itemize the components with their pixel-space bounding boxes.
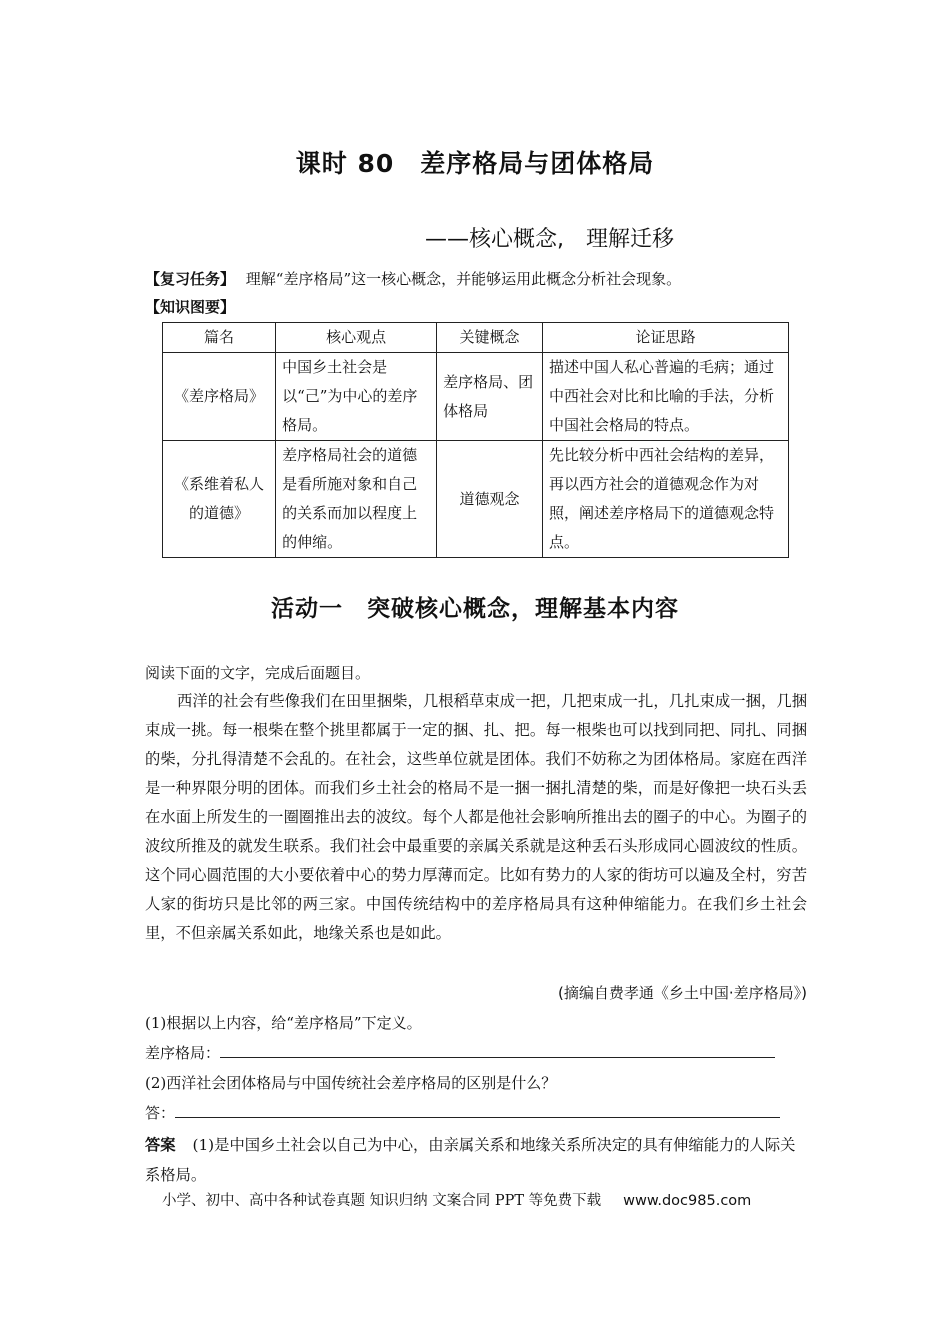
question-1: (1)根据以上内容，给“差序格局”下定义。: [145, 1014, 422, 1032]
passage-source: (摘编自费孝通《乡土中国·差序格局》): [558, 984, 807, 1002]
table-header: 篇名: [163, 323, 276, 353]
page-subtitle: ——核心概念, 理解迁移: [425, 227, 674, 252]
footer-site-link[interactable]: www.doc985.com: [623, 1193, 752, 1209]
answer-block: [145, 1130, 807, 1190]
footer: [162, 1189, 751, 1210]
table-cell: 道德观念: [437, 441, 543, 558]
knowledge-table: [162, 322, 789, 558]
question-2-label: 答：: [145, 1104, 176, 1122]
question-1-answer-row: [145, 1042, 775, 1063]
footer-text: 小学、初中、高中各种试卷真题 知识归纳 文案合同 PPT 等免费下载: [162, 1193, 602, 1209]
table-header-row: [163, 323, 789, 353]
answer-text: (1)是中国乡土社会以自己为中心，由亲属关系和地缘关系所决定的具有伸缩能力的人际关系格局。: [145, 1136, 796, 1184]
table-header: 关键概念: [437, 323, 543, 353]
reading-passage: 西洋的社会有些像我们在田里捆柴，几根稻草束成一把，几把束成一扎，几扎束成一捆，几捆束成一挑。每一根柴在整个挑里都属于一定的捆、扎、把。每一根柴也可以找到同把、同扎、同捆的柴，分扎得清楚不会乱的。在社会，这些单位就是团体。我们不妨称之为团体格局。家庭在西洋是一种界限分明的团体。而我们乡土社会的格局不是一捆一捆扎清楚的柴，而是好像把一块石头丢在水面上所发生的一圈圈推出去的波纹。每个人都是他社会影响所推出去的圈子的中心。为圈子的波纹所推及的就发生联系。我们社会中最重要的亲属关系就是这种丢石头形成同心圆波纹的性质。这个同心圆范围的大小要依着中心的势力厚薄而定。比如有势力的人家的街坊可以遍及全村，穷苦人家的街坊只是比邻的两三家。中国传统结构中的差序格局具有这种伸缩能力。在我们乡土社会里，不但亲属关系如此，地缘关系也是如此。: [145, 692, 807, 942]
question-1-label: 差序格局：: [145, 1044, 221, 1062]
table-cell: 描述中国人私心普遍的毛病；通过中西社会对比和比喻的手法，分析中国社会格局的特点。: [542, 353, 788, 441]
instruction: 阅读下面的文字，完成后面题目。: [145, 664, 371, 682]
question-2-answer-blank[interactable]: [175, 1103, 780, 1118]
table-cell: 中国乡土社会是以“己”为中心的差序格局。: [276, 353, 437, 441]
question-2-answer-row: [145, 1102, 780, 1123]
knowledge-map-label: 【知识图要】: [145, 298, 236, 316]
table-header: 论证思路: [542, 323, 788, 353]
table-cell: 先比较分析中西社会结构的差异，再以西方社会的道德观念作为对照，阐述差序格局下的道德观念特点。: [542, 441, 788, 558]
table-header: 核心观点: [276, 323, 437, 353]
review-task: [145, 268, 681, 289]
table-cell: 《差序格局》: [163, 353, 276, 441]
table-row: [163, 441, 789, 558]
page-title: 课时 80 差序格局与团体格局: [295, 149, 655, 178]
table-cell: 差序格局社会的道德是看所施对象和自己的关系而加以程度上的伸缩。: [276, 441, 437, 558]
answer-label: 答案: [145, 1136, 176, 1154]
question-1-answer-blank[interactable]: [220, 1043, 775, 1058]
review-task-label: 【复习任务】: [145, 270, 236, 288]
table-row: [163, 353, 789, 441]
review-task-text: 理解“差序格局”这一核心概念，并能够运用此概念分析社会现象。: [245, 270, 682, 288]
table-cell: 《系维着私人的道德》: [163, 441, 276, 558]
table-cell: 差序格局、团体格局: [437, 353, 543, 441]
question-2: (2)西洋社会团体格局与中国传统社会差序格局的区别是什么？: [145, 1074, 557, 1092]
activity-title: 活动一 突破核心概念，理解基本内容: [271, 596, 679, 622]
